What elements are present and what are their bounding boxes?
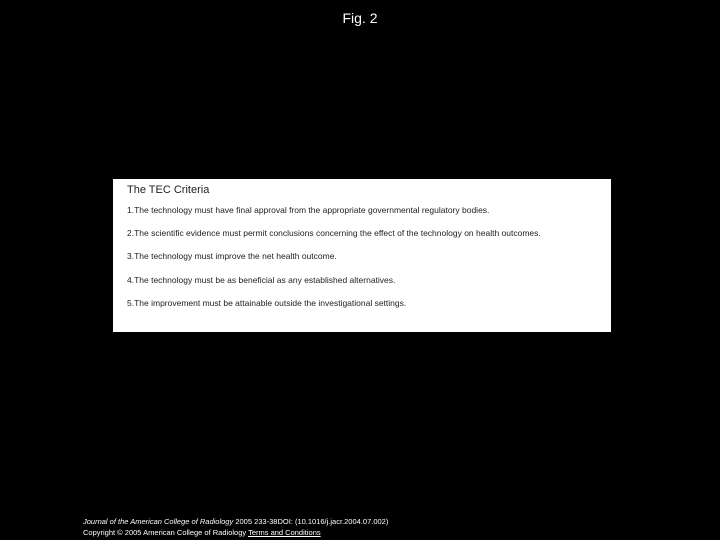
criteria-list: [127, 205, 611, 309]
copyright-line: [83, 527, 388, 538]
terms-link[interactable]: Terms and Conditions: [248, 528, 321, 537]
footer: [83, 516, 388, 538]
citation-text: 2005 233-38DOI: (10.1016/j.jacr.2004.07.002): [233, 517, 389, 526]
criterion-item: 5.The improvement must be attainable outside the investigational settings.: [127, 297, 407, 308]
criterion-item: 1.The technology must have final approval from the appropriate governmental regulatory bodies.: [127, 205, 490, 215]
copyright-text: Copyright © 2005 American College of Radiology: [83, 528, 247, 537]
criterion-item: 3.The technology must improve the net health outcome.: [127, 251, 337, 262]
criterion-item: 2.The scientific evidence must permit conclusions concerning the effect of the technology on health outcomes.: [127, 228, 541, 239]
criteria-panel: [113, 179, 611, 332]
panel-heading: The TEC Criteria: [127, 184, 210, 196]
journal-name: Journal of the American College of Radiology: [83, 517, 234, 526]
figure-title: Fig. 2: [342, 10, 378, 26]
criterion-item: 4.The technology must be as beneficial as any established alternatives.: [127, 274, 396, 285]
citation-line: [83, 516, 388, 527]
